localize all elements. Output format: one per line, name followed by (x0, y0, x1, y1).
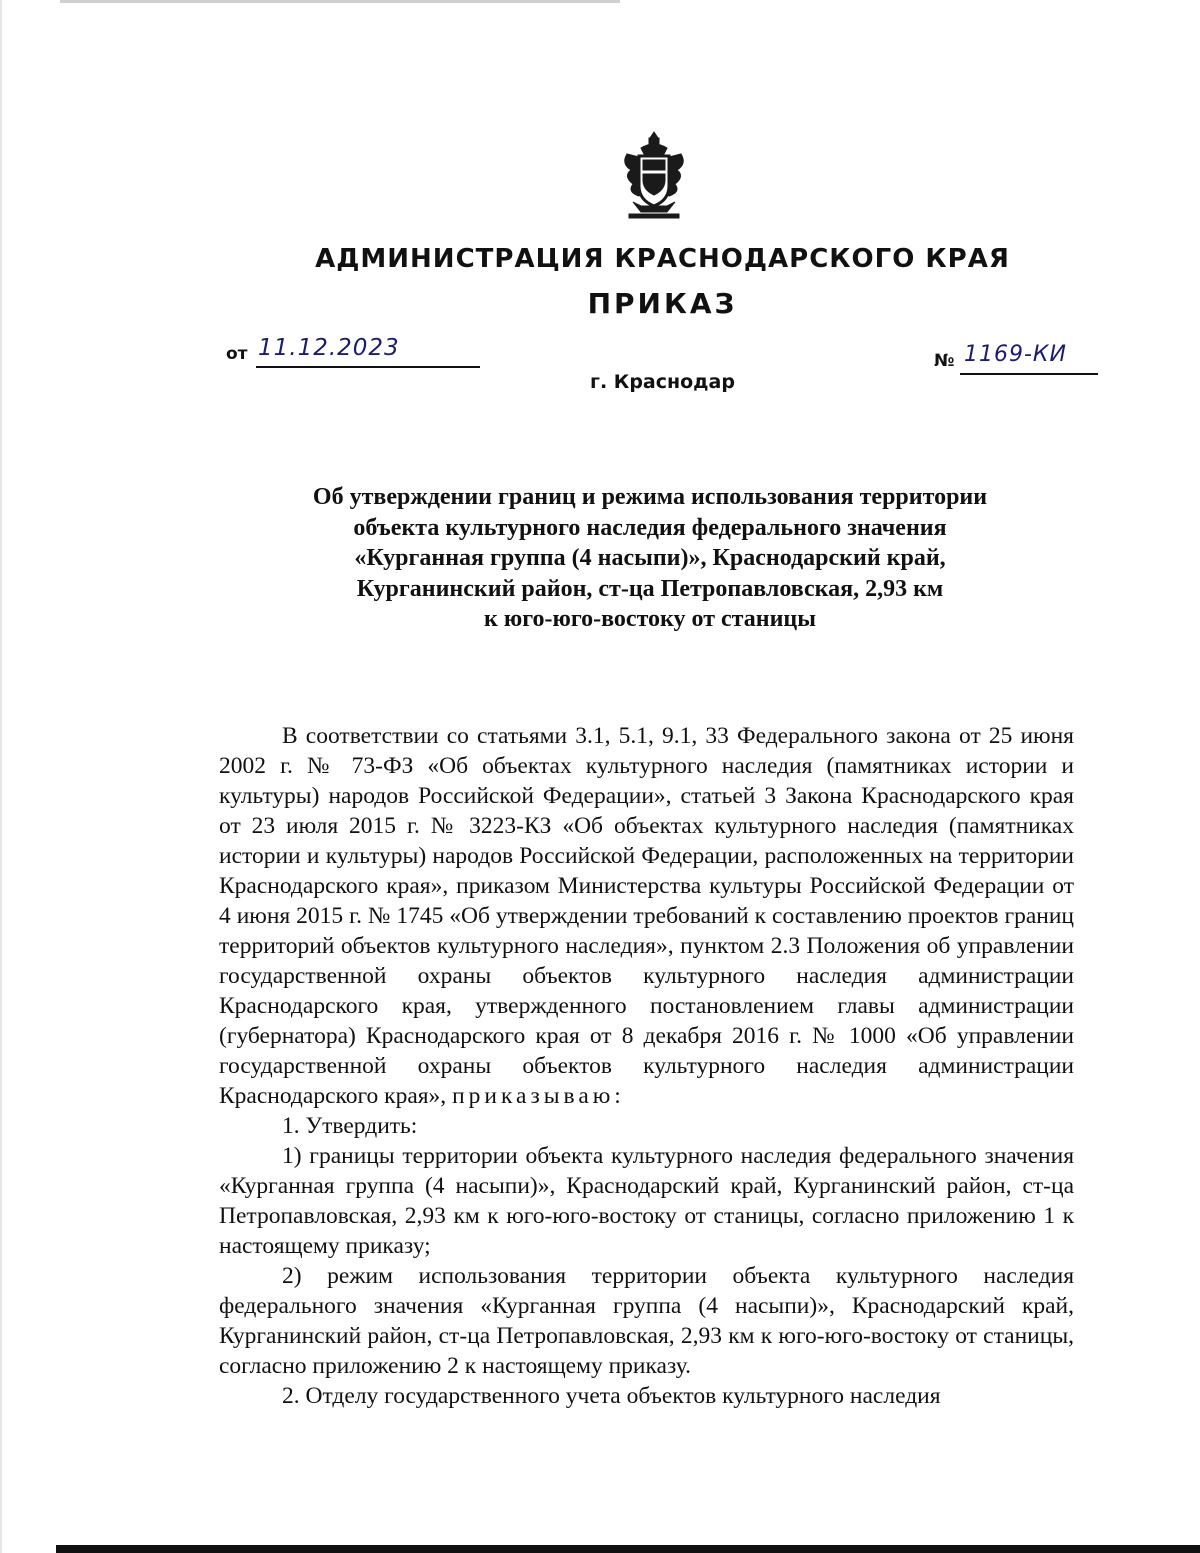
item-1-1: 1) границы территории объекта культурного наследия федерального значения «Курганная группа (4 насыпи)», Краснодарский край, Курганинский район, ст-ца Петропавловская, 2,93 км к юго-юго-востоку от станицы, согласно приложению 1 к настоящему приказу; (219, 1143, 1074, 1259)
coat-of-arms-icon (619, 130, 689, 222)
city: г. Краснодар (590, 371, 735, 393)
date-value: 11.12.2023 (258, 335, 400, 361)
document-subject (230, 482, 1070, 635)
number-label: № (934, 351, 955, 371)
document-body (219, 721, 1074, 1411)
preamble-paragraph (219, 721, 1074, 1111)
scan-edge-bottom (56, 1545, 1200, 1553)
subject-line: к юго-юго-востоку от станицы (484, 606, 816, 632)
order-word: приказываю: (452, 1083, 625, 1109)
subject-line: Курганинский район, ст-ца Петропавловская, 2,93 км (356, 575, 944, 602)
organization-title: АДМИНИСТРАЦИЯ КРАСНОДАРСКОГО КРАЯ (315, 244, 1010, 274)
subject-line: объекта культурного наследия федерального значения (353, 514, 947, 541)
item-1: 1. Утвердить: (282, 1113, 418, 1139)
item-2: 2. Отделу государственного учета объектов культурного наследия (282, 1383, 941, 1409)
document-type: ПРИКАЗ (587, 287, 738, 320)
scan-edge-left (0, 0, 2, 1553)
number-value: 1169-КИ (964, 342, 1068, 367)
preamble-text: В соответствии со статьями 3.1, 5.1, 9.1, 33 Федерального закона от 25 июня 2002 г. № 73-ФЗ «Об объектах культурного наследия (памятниках истории и культуры) народов Российской Федерации», статьей 3 Закона Краснодарского края от 23 июля 2015 г. № 3223-КЗ «Об объектах культурного наследия (памятниках истории и культуры) народов Российской Федерации, расположенных на территории Краснодарского края», приказом Министерства культуры Российской Федерации от 4 июня 2015 г. № 1745 «Об утверждении требований к составлению проектов границ территорий объектов культурного наследия», пунктом 2.3 Положения об управлении государственной охраны объектов культурного наследия администрации Краснодарского края, утвержденного постановлением главы администрации (губернатора) Краснодарского края от 8 декабря 2016 г. № 1000 «Об управлении государственной охраны объектов культурного наследия администрации Краснодарского края», (219, 723, 1074, 1109)
date-underline (256, 366, 480, 368)
date-label: от (226, 344, 248, 364)
scan-edge-top (60, 0, 620, 3)
item-1-2: 2) режим использования территории объекта культурного наследия федерального значения «Курганная группа (4 насыпи)», Краснодарский край, Курганинский район, ст-ца Петропавловская, 2,93 км к юго-юго-востоку от станицы, согласно приложению 2 к настоящему приказу. (219, 1263, 1074, 1379)
subject-line: «Курганная группа (4 насыпи)», Краснодарский край, (354, 545, 946, 571)
subject-line: Об утверждении границ и режима использования территории (312, 484, 988, 510)
